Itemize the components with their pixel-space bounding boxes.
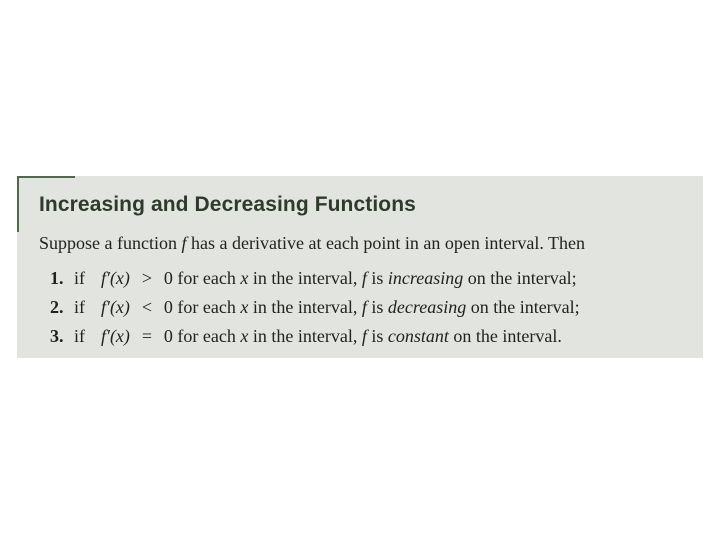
rule-derivative: f′(x) xyxy=(101,268,130,288)
rule-property: decreasing xyxy=(387,297,467,317)
rule-derivative: f′(x) xyxy=(101,326,130,346)
rule-number: 2. xyxy=(50,297,64,317)
rule-derivative: f′(x) xyxy=(101,297,130,317)
rule-end: on the interval; xyxy=(463,268,577,288)
rule-variable: x xyxy=(240,268,249,288)
rule-operator: > xyxy=(141,268,152,288)
rule-increasing xyxy=(50,268,577,289)
rule-is: is xyxy=(366,326,388,346)
rule-property: constant xyxy=(387,326,449,346)
rule-text-b: in the interval, xyxy=(248,326,362,346)
rule-text-a: for each xyxy=(172,326,241,346)
rule-end: on the interval; xyxy=(466,297,580,317)
rule-is: is xyxy=(366,297,388,317)
rule-if: if xyxy=(74,326,85,346)
theorem-title: Increasing and Decreasing Functions xyxy=(39,193,416,216)
rule-end: on the interval. xyxy=(448,326,562,346)
rule-property: increasing xyxy=(387,268,464,288)
rule-variable: x xyxy=(240,297,249,317)
rule-function-symbol: f xyxy=(361,297,367,317)
intro-function-symbol: f xyxy=(181,233,187,253)
rule-number: 3. xyxy=(50,326,64,346)
rule-function-symbol: f xyxy=(361,326,367,346)
theorem-intro xyxy=(39,233,585,254)
rule-value: 0 xyxy=(163,297,173,317)
rule-text-a: for each xyxy=(172,297,241,317)
rule-value: 0 xyxy=(163,268,173,288)
rule-text-b: in the interval, xyxy=(248,297,362,317)
corner-accent-left xyxy=(17,176,19,232)
rule-text-b: in the interval, xyxy=(248,268,362,288)
rule-if: if xyxy=(74,297,85,317)
rule-value: 0 xyxy=(163,326,173,346)
rule-constant xyxy=(50,326,562,347)
rule-variable: x xyxy=(240,326,249,346)
rule-decreasing xyxy=(50,297,580,318)
rule-operator: < xyxy=(141,297,152,317)
rule-text-a: for each xyxy=(172,268,241,288)
intro-text-before: Suppose a function xyxy=(39,233,182,253)
rule-function-symbol: f xyxy=(361,268,367,288)
corner-accent-top xyxy=(17,176,75,178)
rule-is: is xyxy=(366,268,388,288)
rule-number: 1. xyxy=(50,268,64,288)
rule-operator: = xyxy=(141,326,152,346)
intro-text-after: has a derivative at each point in an open interval. Then xyxy=(186,233,586,253)
rule-if: if xyxy=(74,268,85,288)
